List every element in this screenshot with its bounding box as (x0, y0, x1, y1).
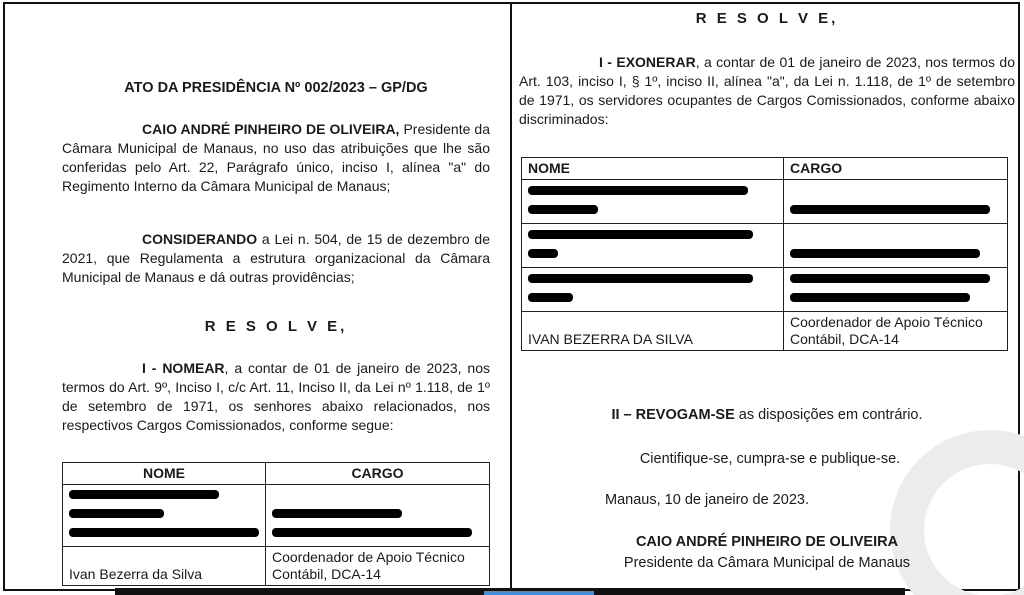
nomear-col-cargo: CARGO (266, 463, 490, 485)
redaction-mark (528, 249, 558, 258)
presidente-name: CAIO ANDRÉ PINHEIRO DE OLIVEIRA, (142, 121, 400, 137)
act-title: ATO DA PRESIDÊNCIA Nº 002/2023 – GP/DG (124, 80, 428, 96)
revogam-paragraph (519, 406, 1015, 425)
redacted-cell (784, 180, 1008, 224)
exonerar-row-cargo: Coordenador de Apoio Técnico Contábil, DCA-14 (784, 312, 1008, 351)
exonerar-col-nome: NOME (522, 158, 784, 180)
redaction-mark (528, 186, 748, 195)
presidente-paragraph (62, 120, 490, 196)
considerando-label: CONSIDERANDO (142, 231, 258, 247)
exonerar-col-cargo: CARGO (784, 158, 1008, 180)
redaction-mark (528, 230, 753, 239)
considerando-text: a Lei n. 504, de 15 de dezembro de 2021, que Regulamenta a estrutura organizacional da Câmara Municipal de Manaus e dá outras providências; (62, 231, 490, 285)
redaction-mark (528, 274, 753, 283)
signer-role: Presidente da Câmara Municipal de Manaus (623, 555, 911, 571)
right-page (519, 4, 1015, 591)
redacted-cell (266, 485, 490, 547)
table-row (63, 547, 490, 586)
exonerar-text: , a contar de 01 de janeiro de 2023, nos termos do Art. 103, inciso I, § 1º, inciso II, alínea "a", da Lei n. 1.118, de 1º de setembro de 1971, os servidores ocupantes de Cargos Comissionados, conforme abaixo discriminados: (519, 54, 1015, 127)
table-row-redacted (522, 224, 1008, 268)
redaction-mark (790, 205, 990, 214)
nomear-paragraph (62, 359, 490, 435)
revogam-label: II – REVOGAM-SE (611, 407, 735, 423)
redacted-cell (522, 180, 784, 224)
redacted-cell (784, 268, 1008, 312)
signer-name: CAIO ANDRÉ PINHEIRO DE OLIVEIRA (635, 534, 899, 550)
exonerar-label: I - EXONERAR (599, 54, 696, 70)
redacted-cell (522, 268, 784, 312)
table-row-redacted (522, 268, 1008, 312)
exonerar-paragraph (519, 53, 1015, 129)
table-row-redacted (522, 180, 1008, 224)
redaction-mark (790, 293, 970, 302)
redaction-mark (69, 528, 259, 537)
nomear-col-nome: NOME (63, 463, 266, 485)
redaction-mark (272, 528, 472, 537)
redaction-mark (528, 293, 573, 302)
table-row (522, 312, 1008, 351)
revogam-text: as disposições em contrário. (734, 407, 923, 423)
redacted-cell (63, 485, 266, 547)
nomear-row-nome: Ivan Bezerra da Silva (63, 547, 266, 586)
considerando-paragraph (62, 230, 490, 287)
redaction-mark (69, 509, 164, 518)
bottom-tab-indicator (484, 591, 594, 595)
redaction-mark (790, 249, 980, 258)
nomear-row-cargo: Coordenador de Apoio Técnico Contábil, DCA-14 (266, 547, 490, 586)
presidente-text: Presidente da Câmara Municipal de Manaus, no uso das atribuições que lhe são conferidas pelo Art. 22, Parágrafo único, inciso I, alínea "a" do Regimento Interno da Câmara Municipal de Manaus; (62, 121, 490, 194)
exonerar-table (521, 157, 1008, 351)
table-row-redacted (63, 485, 490, 547)
left-page (62, 4, 490, 591)
nomear-label: I - NOMEAR (142, 360, 225, 376)
date-line: Manaus, 10 de janeiro de 2023. (605, 492, 809, 508)
redacted-cell (522, 224, 784, 268)
cientifique-line: Cientifique-se, cumpra-se e publique-se. (639, 451, 901, 467)
resolve-heading: R E S O L V E, (204, 318, 348, 335)
redacted-cell (784, 224, 1008, 268)
resolve-heading-right: R E S O L V E, (695, 10, 839, 27)
nomear-table (62, 462, 490, 586)
redaction-mark (272, 509, 402, 518)
redaction-mark (528, 205, 598, 214)
nomear-text: , a contar de 01 de janeiro de 2023, nos termos do Art. 9º, Inciso I, c/c Art. 11, Inciso II, da Lei nº 1.118, de 1º de setembro de 1971, os senhores abaixo relacionados, nos respectivos Cargos Comissionados, conforme segue: (62, 360, 490, 433)
redaction-mark (790, 274, 990, 283)
redaction-mark (69, 490, 219, 499)
exonerar-row-nome: IVAN BEZERRA DA SILVA (522, 312, 784, 351)
